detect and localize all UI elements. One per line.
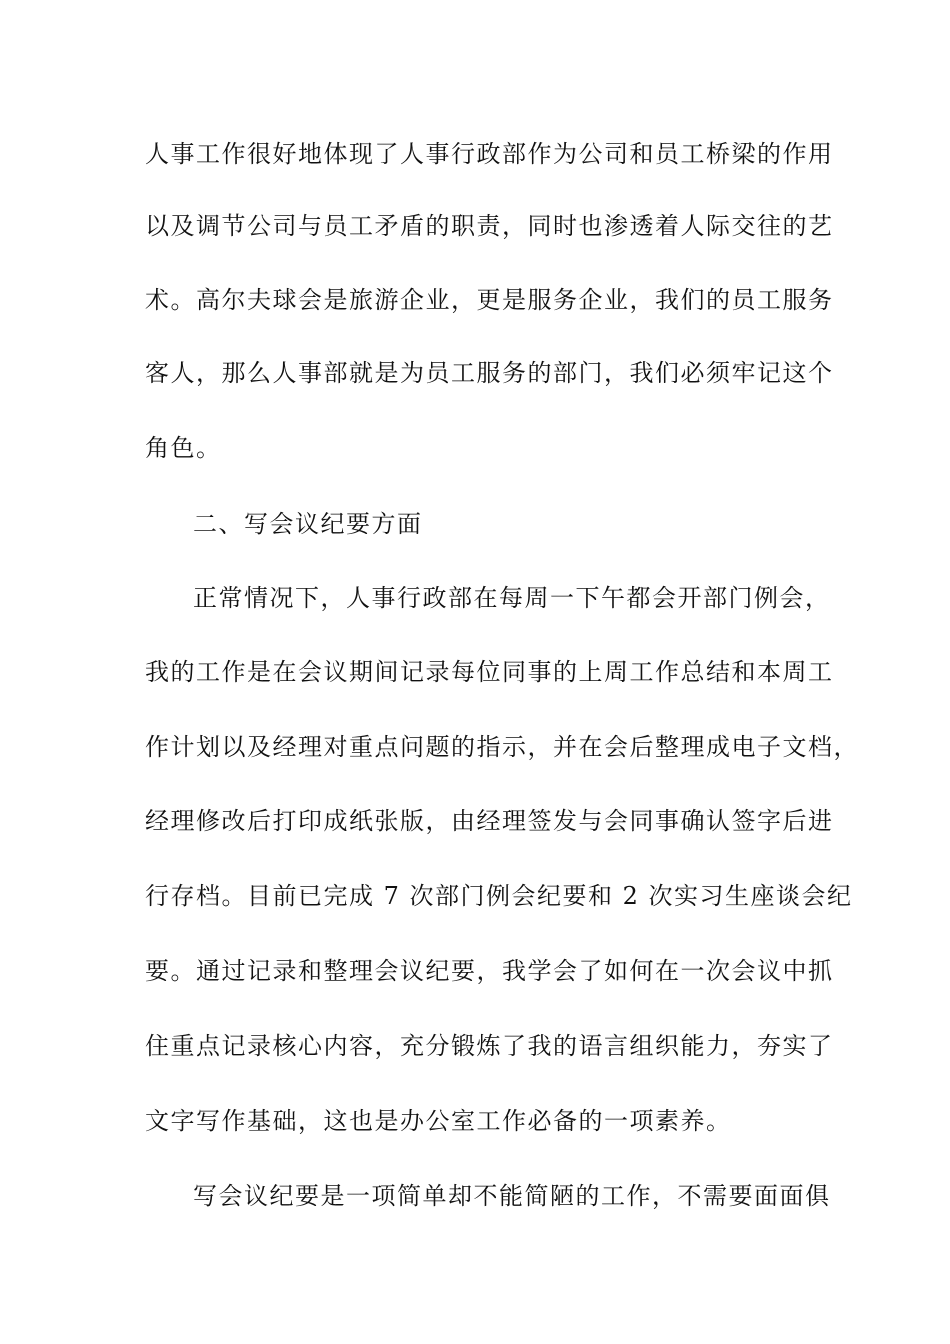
text-line: 正常情况下，人事行政部在每周一下午都会开部门例会， <box>193 584 831 612</box>
text-line: 行存档。目前已完成 7 次部门例会纪要和 2 次实习生座谈会纪 <box>145 882 853 910</box>
text-line: 作计划以及经理对重点问题的指示，并在会后整理成电子文档， <box>145 733 859 761</box>
text-line: 我的工作是在会议期间记录每位同事的上周工作总结和本周工 <box>145 658 834 686</box>
text-line: 住重点记录核心内容，充分锻炼了我的语言组织能力，夯实了 <box>145 1032 834 1060</box>
text-line: 客人，那么人事部就是为员工服务的部门，我们必须牢记这个 <box>145 359 834 387</box>
text-line: 角色。 <box>145 434 222 462</box>
text-line: 文字写作基础，这也是办公室工作必备的一项素养。 <box>145 1107 732 1135</box>
text-line: 以及调节公司与员工矛盾的职责，同时也渗透着人际交往的艺 <box>145 212 834 240</box>
text-line: 经理修改后打印成纸张版，由经理签发与会同事确认签字后进 <box>145 807 834 835</box>
text-line: 人事工作很好地体现了人事行政部作为公司和员工桥梁的作用 <box>145 140 834 168</box>
section-heading: 二、写会议纪要方面 <box>193 510 423 538</box>
text-line: 术。高尔夫球会是旅游企业，更是服务企业，我们的员工服务 <box>145 286 834 314</box>
text-line: 要。通过记录和整理会议纪要，我学会了如何在一次会议中抓 <box>145 957 834 985</box>
text-line: 写会议纪要是一项简单却不能简陋的工作，不需要面面俱 <box>193 1182 831 1210</box>
